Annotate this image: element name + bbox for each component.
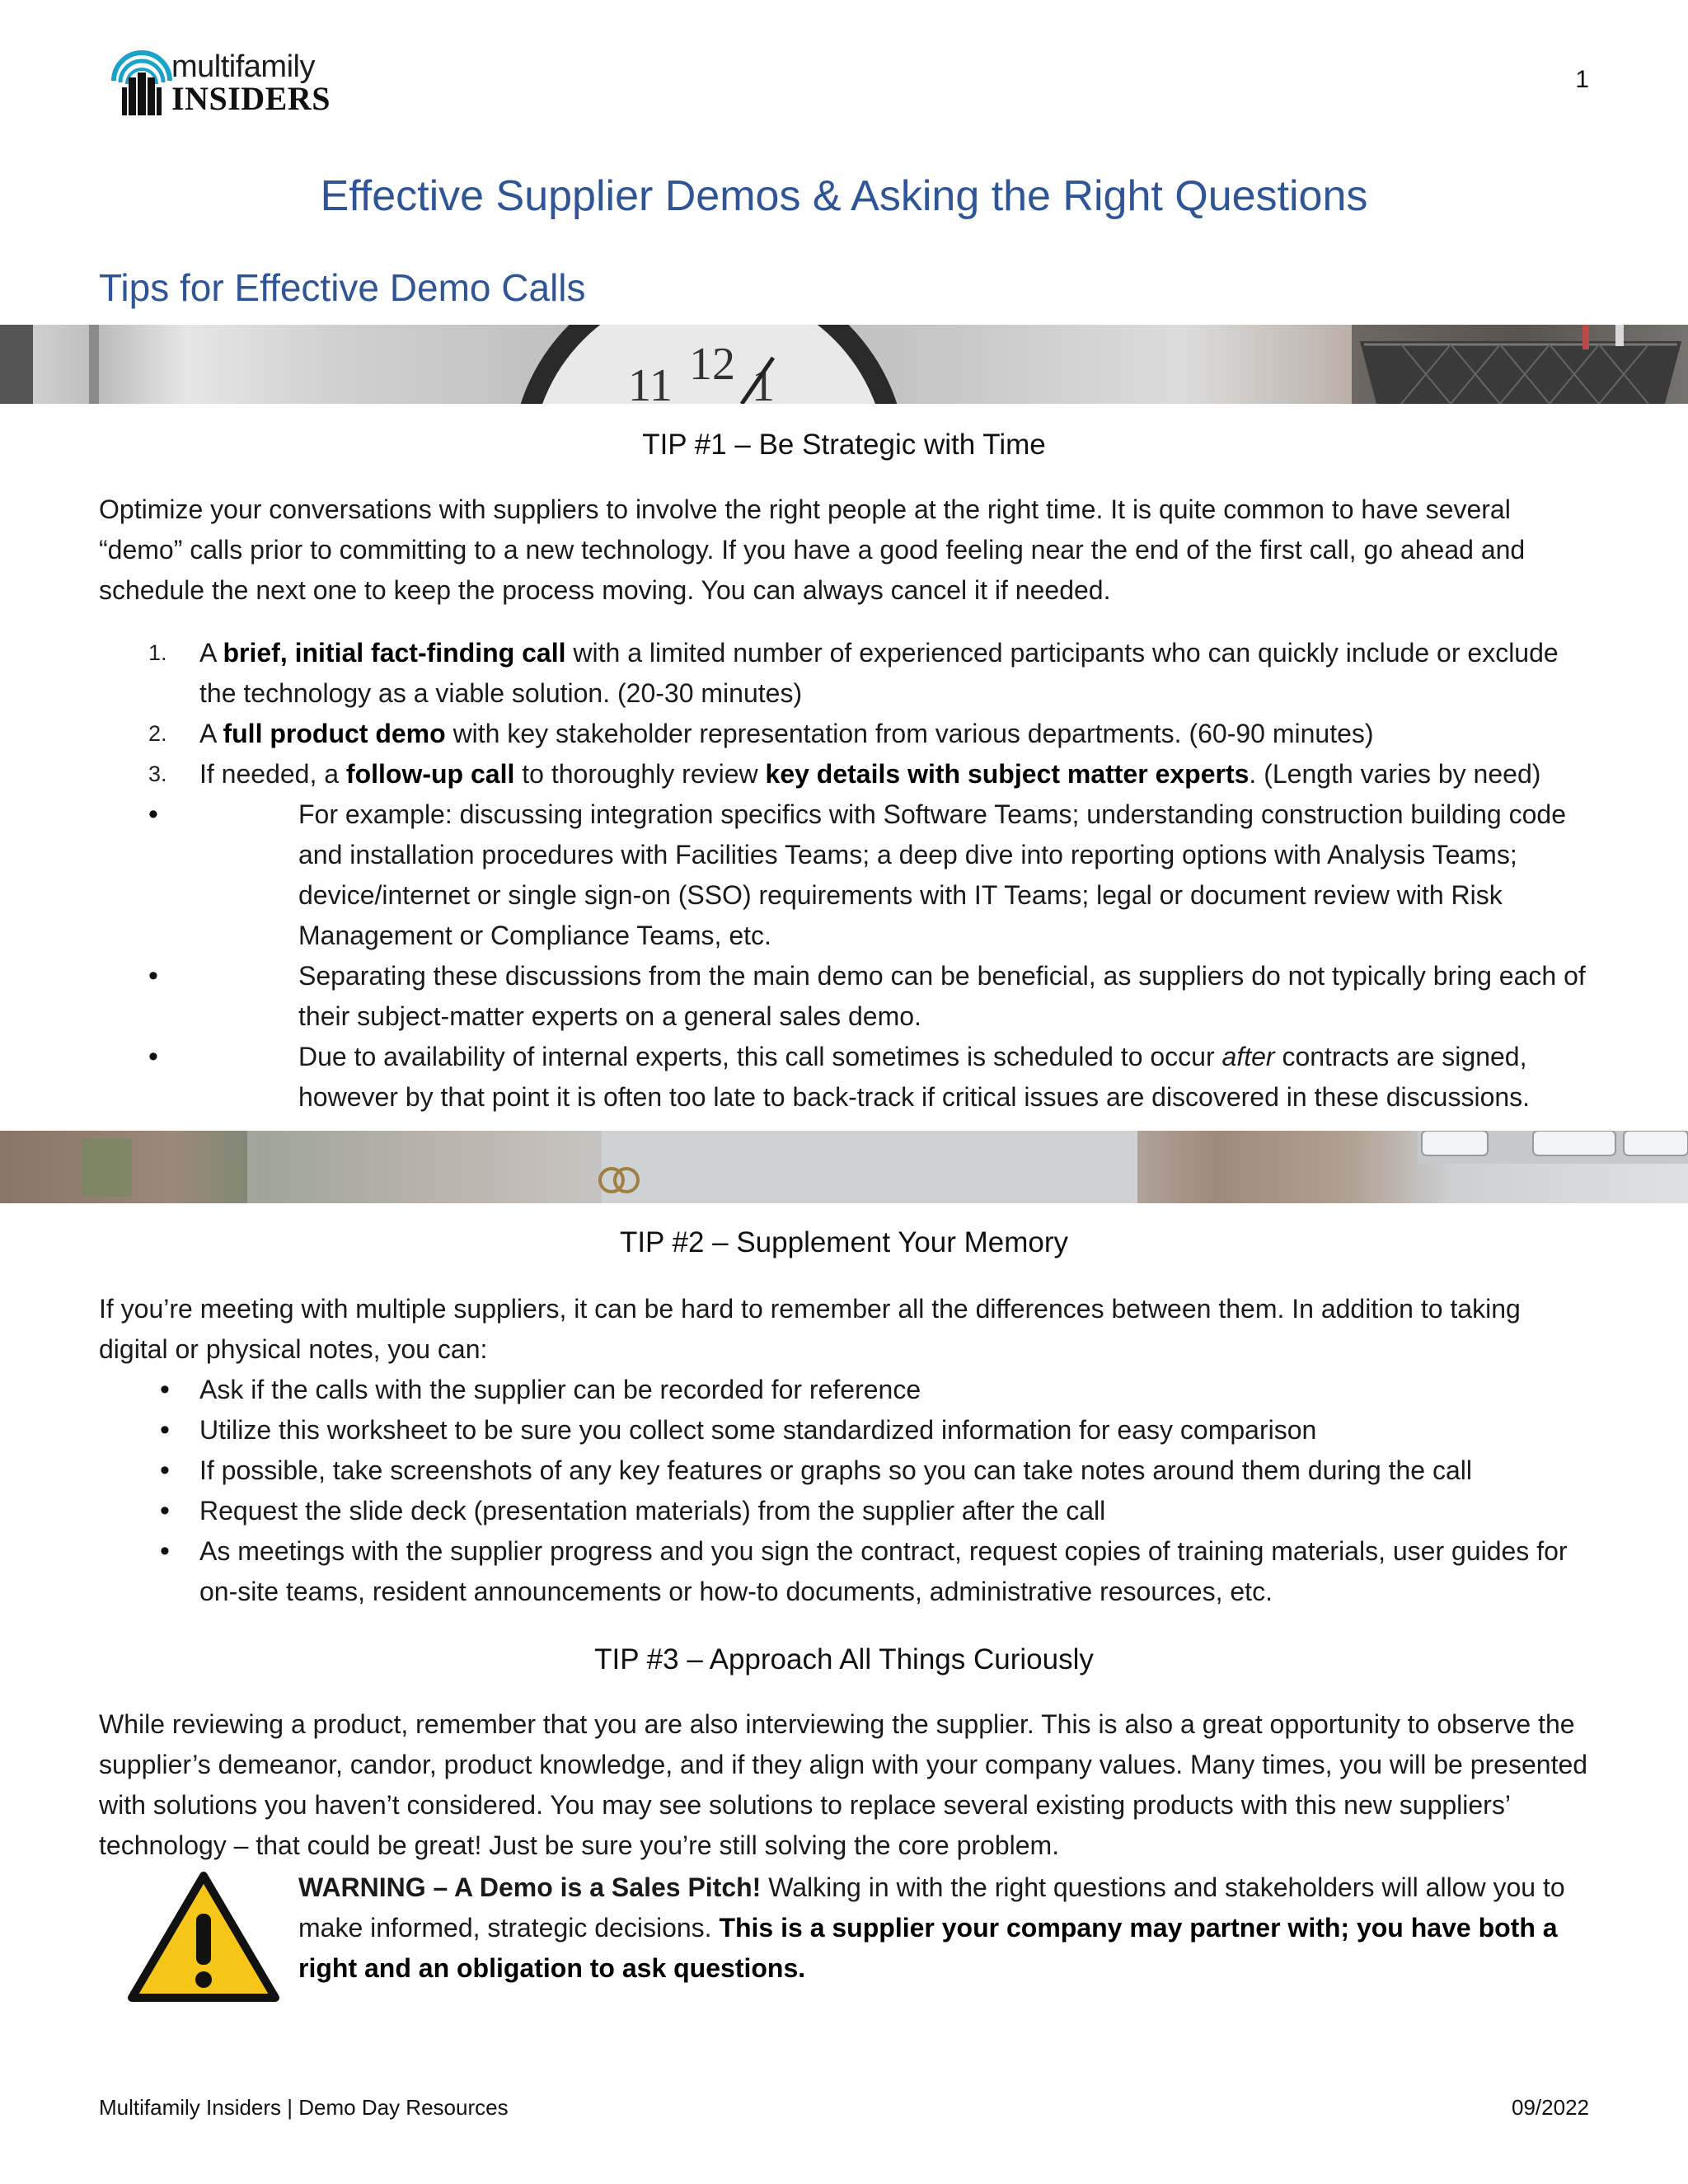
section-title: Tips for Effective Demo Calls <box>99 266 586 309</box>
tip-2-bullet-list <box>99 1370 1591 1612</box>
building-logo-icon <box>109 45 175 119</box>
list-item <box>99 633 1591 714</box>
bullet-item: • Utilize this worksheet to be sure you collect some standardized information for easy comparison <box>99 1410 1591 1451</box>
list-emphasis: brief, initial fact-finding call <box>223 638 566 668</box>
tip-1-numbered-list <box>99 633 1591 1118</box>
warning-text <box>298 1868 1594 1989</box>
tip-1-heading: TIP #1 – Be Strategic with Time <box>642 429 1046 461</box>
keyboard-icon <box>0 1131 1688 1203</box>
list-number: 1. <box>148 640 167 665</box>
list-emphasis: key details with subject matter experts <box>765 759 1250 789</box>
list-number: 2. <box>148 721 167 746</box>
warning-body: Walking in with the right questions and stakeholders will allow you to make informed, strategic decisions. <box>298 1872 1565 1943</box>
svg-text:11: 11 <box>628 360 673 404</box>
bullet-item: • If possible, take screenshots of any key features or graphs so you can take notes around them during the call <box>99 1451 1591 1491</box>
bullet-text: contracts are signed, however by that point it is often too late to back-track if critical issues are discovered in these discussions. <box>298 1042 1531 1112</box>
bullet-item: • For example: discussing integration specifics with Software Teams; understanding construction building code and installation procedures with Facilities Teams; a deep dive into reporting options with Analysis Teams; device/internet or single sign-on (SSO) requirements with IT Teams; legal or document review with Risk Management or Compliance Teams, etc. <box>99 794 1591 956</box>
list-text: A <box>199 719 223 748</box>
bullet-item <box>99 1037 1591 1118</box>
alarm-clock-icon <box>0 325 1688 404</box>
page-number: 1 <box>1575 66 1589 93</box>
tip-2-heading: TIP #2 – Supplement Your Memory <box>619 1226 1069 1258</box>
list-text: with a limited number of experienced participants who can quickly include or exclude the technology as a viable solution. (20-30 minutes) <box>199 638 1559 708</box>
list-emphasis: follow-up call <box>345 759 515 789</box>
list-number: 3. <box>148 762 167 786</box>
tip-1-intro: Optimize your conversations with suppliers to involve the right people at the right time. It is quite common to have several “demo” calls prior to committing to a new technology. If you have a good feeling near the end of the first call, go ahead and schedule the next one to keep the process moving. You can always cancel it if needed. <box>99 494 1526 605</box>
tip-2-intro: If you’re meeting with multiple suppliers, it can be hard to remember all the differences between them. In addition to taking digital or physical notes, you can: <box>99 1294 1521 1364</box>
bullet-emphasis: after <box>1221 1042 1275 1071</box>
footer-left: Multifamily Insiders | Demo Day Resources <box>99 2095 509 2120</box>
multifamily-insiders-logo[interactable] <box>109 45 348 119</box>
page-footer <box>99 2095 1589 2121</box>
warning-emphasis: This is a supplier your company may partner with; you have both a right and an obligation to ask questions. <box>298 1913 1558 1983</box>
bullet-item: • Request the slide deck (presentation materials) from the supplier after the call <box>99 1491 1591 1531</box>
list-text: . (Length varies by need) <box>1249 759 1541 789</box>
warning-label: WARNING – A Demo is a Sales Pitch! <box>298 1872 762 1902</box>
tip-3-heading: TIP #3 – Approach All Things Curiously <box>594 1643 1094 1675</box>
tip-1-sub-bullets <box>99 794 1591 1118</box>
list-item <box>99 754 1591 1118</box>
bullet-item: • As meetings with the supplier progress and you sign the contract, request copies of training materials, user guides for on-site teams, resident announcements or how-to documents, administrative resources, etc. <box>99 1531 1591 1612</box>
bullet-item: • Ask if the calls with the supplier can be recorded for reference <box>99 1370 1591 1410</box>
desk-banner-image <box>0 1131 1688 1203</box>
footer-date: 09/2022 <box>1512 2095 1589 2120</box>
tip-3-intro: While reviewing a product, remember that you are also interviewing the supplier. This is also a great opportunity to observe the supplier’s demeanor, candor, product knowledge, and if they align with your company values. Many times, you will be presented with solutions you haven’t considered. You may see solutions to replace several existing products with this new suppliers’ technology – that could be great! Just be sure you’re still solving the core problem. <box>99 1709 1588 1860</box>
logo-wordmark-bottom: INSIDERS <box>171 80 331 117</box>
document-title: Effective Supplier Demos & Asking the Right Questions <box>320 172 1368 220</box>
list-item <box>99 714 1591 754</box>
svg-text:1: 1 <box>752 360 775 404</box>
warning-callout <box>125 1868 1592 2008</box>
list-text: A <box>199 638 223 668</box>
warning-icon <box>125 1868 282 2008</box>
logo-wordmark-top: multifamily <box>171 49 315 84</box>
list-text: with key stakeholder representation from various departments. (60-90 minutes) <box>445 719 1374 748</box>
list-text: If needed, a <box>199 759 346 789</box>
svg-text:12: 12 <box>689 339 735 390</box>
clock-banner-image <box>0 325 1688 404</box>
bullet-text: Due to availability of internal experts, this call sometimes is scheduled to occur <box>298 1042 1222 1071</box>
bullet-item: • Separating these discussions from the main demo can be beneficial, as suppliers do not typically bring each of their subject-matter experts on a general sales demo. <box>99 956 1591 1037</box>
list-emphasis: full product demo <box>223 719 446 748</box>
list-text: to thoroughly review <box>514 759 766 789</box>
